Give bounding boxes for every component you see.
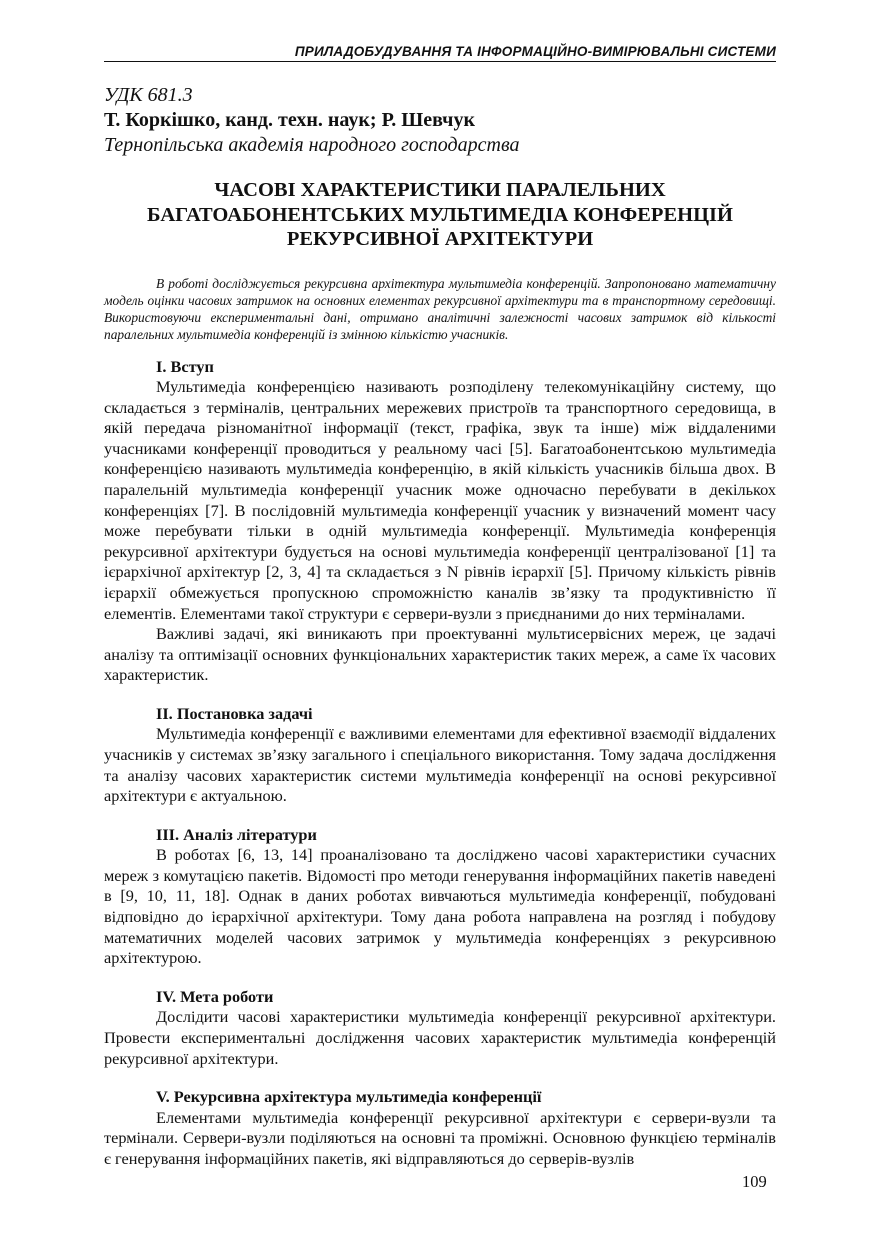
title-line-2: БАГАТОАБОНЕНТСЬКИХ МУЛЬТИМЕДІА КОНФЕРЕНЦІЙ [147,203,733,226]
section-4 [104,987,776,1069]
udk-code: УДК 681.3 [104,84,193,106]
paragraph: Важливі задачі, які виникають при проектуванні мультисервісних мереж, це задачі аналізу та оптимізації основних функціональних характеристик таких мереж, а саме їх часових характеристик. [104,624,776,685]
running-header: ПРИЛАДОБУДУВАННЯ ТА ІНФОРМАЦІЙНО-ВИМІРЮВАЛЬНІ СИСТЕМИ [104,44,776,62]
section-3 [104,825,776,969]
abstract: В роботі досліджується рекурсивна архітектура мультимедіа конференцій. Запропоновано математичну модель оцінки часових затримок на основних елементах рекурсивної архітектури та в транспортному середовищі. Використовуючи експериментальні дані, отримано аналітичні залежності часових затримок від кількості паралельних мультимедіа конференцій із змінною кількістю учасників. [104,275,776,342]
paragraph: Мультимедіа конференцією називають розподілену телекомунікаційну систему, що складається з терміналів, центральних мережевих пристроїв та транспортного середовища, в якій передача різноманітної інформації (текст, графіка, звук та інше) між віддаленими учасниками конференції проводиться у реальному часі [5]. Багатоабонентською мультимедіа конференцією називають мультимедіа конференцію, в якій кількість учасників більша двох. В паралельній мультимедіа конференції учасник може одночасно перебувати в декількох конференціях [7]. В послідовній мультимедіа конференції учасник у визначений момент часу може перебувати тільки в одній мультимедіа конференції. Мультимедіа конференція рекурсивної архітектури будується на основі мультимедіа конференції централізованої [1] та ієрархічної архітектур [2, 3, 4] та складається з N рівнів ієрархії [5]. Причому кількість рівнів ієрархії обмежується пропускною спроможністю каналів зв’язку та продуктивністю її елементів. Елементами такої структури є сервери-вузли з приєднаними до них терміналами. [104,377,776,623]
article-title [104,178,776,252]
section-heading: II. Постановка задачі [156,703,313,723]
section-heading: III. Аналіз літератури [156,824,317,844]
article-body [104,78,776,1169]
section-1 [104,357,776,686]
paragraph: В роботах [6, 13, 14] проаналізовано та досліджено часові характеристики сучасних мереж з комутацією пакетів. Відомості про методи генерування інформаційних пакетів наведені в [9, 10, 11, 18]. Однак в даних роботах вивчаються мультимедіа конференції, побудовані відповідно до ієрархічної архітектури. Тому дана робота направлена на розгляд і побудову математичних моделей часових затримок у мультимедіа конференціях з рекурсивною архітектурою. [104,845,776,968]
section-5 [104,1087,776,1169]
authors: Т. Коркішко, канд. техн. наук; Р. Шевчук [104,109,475,131]
title-line-3: РЕКУРСИВНОЇ АРХІТЕКТУРИ [286,228,594,250]
section-heading: IV. Мета роботи [156,986,274,1006]
page-number: 109 [742,1172,767,1191]
paragraph: Елементами мультимедіа конференції рекурсивної архітектури є сервери-вузли та термінали. Сервери-вузли поділяються на основні та проміжні. Основною функцією терміналів є генерування інформаційних пакетів, які відправляються до серверів-вузлів [104,1107,776,1168]
section-heading: I. Вступ [156,356,214,376]
section-2 [104,704,776,807]
affiliation: Тернопільська академія народного господарства [104,134,520,156]
paragraph: Дослідити часові характеристики мультимедіа конференції рекурсивної архітектури. Провести експериментальні дослідження часових характеристик мультимедіа конференцій рекурсивної архітектури. [104,1007,776,1068]
section-heading: V. Рекурсивна архітектура мультимедіа конференції [156,1087,542,1107]
title-line-1: ЧАСОВІ ХАРАКТЕРИСТИКИ ПАРАЛЕЛЬНИХ [214,179,666,201]
paragraph: Мультимедіа конференції є важливими елементами для ефективної взаємодії віддалених учасників у системах зв’язку загального і спеціального використання. Тому задача дослідження та аналізу часових характеристик системи мультимедіа конференції на основі рекурсивної архітектури є актуальною. [104,724,776,806]
